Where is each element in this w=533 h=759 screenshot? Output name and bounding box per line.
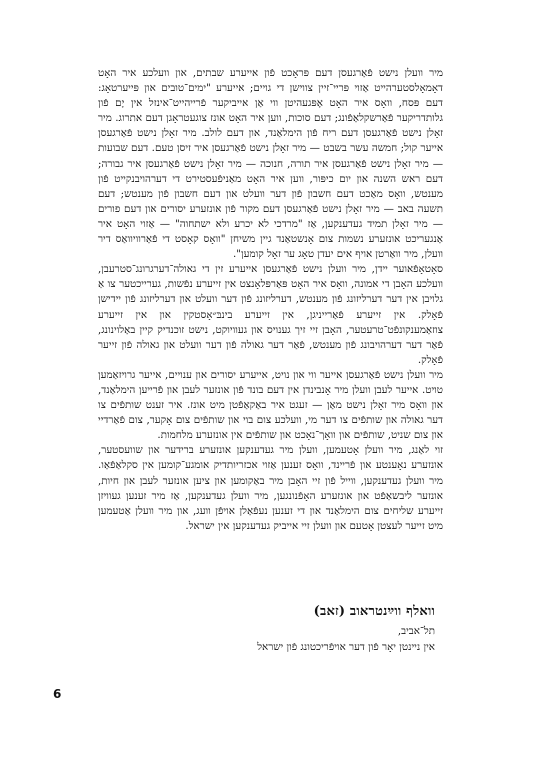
closing-place: תל־אביב, (397, 625, 435, 637)
paragraph-3: מיר וועלן נישט פֿאַרגעסן אייער ווי און נויט, אייערע יסורים און ענויים, אייער גרויזאַמען טויט. אייער לעבן וועלן מיר אָנבינדן אין דעם בונד פֿון אונזער לעבן און פֿרייען הימלאַנד, און וואָס מיר זאָלן נישט מאַן — זעגט איר באַקאַפֿטן מיט אונז. איר זענט שותפֿים צו דער גאולה און שותפֿים צו דער מי, וועלכע צום בוי און שותפֿים צום אָקער, צום פֿאַרדיי און צום שניט, שותפֿים און וואָך־נאָכט און שותפֿים אין אונזערע מלחמות. (98, 368, 443, 442)
paragraph-4: זוי לאַנג, מיר וועלן אָטעמען, וועלן מיר געדענקען אונזערע ברידער און שוועסטער, אונזערע נאָענטע און פֿריינד, וואָס זענען אַזוי אכזריותדיק אומגע־קומען אין סקלאַפֿאַו. מיר וועלן געדענקען, ווייל פֿון זיי האָבן מיר באַקומען און ציען אונזער לעבן און חיות, אונזער ליבשאַפֿט און אונזערע האָפֿנונגען, מיר וועלן געדענקען, אַז מיר זענען געוויזן זייערע שליחים צום הימלאַנד און די זענען נעפֿאַלן אויפֿן וועג, און מיר וועלן אַטעמען מיט זייער לעצטן אָטעם און וועלן זיי אייביק געדענקען אין ישראל. (98, 444, 443, 532)
closing-date: אין ניינטן יאָר פֿון דער אויפֿריכטונג פֿון ישראל (257, 640, 435, 653)
author-signature: וואלף ווײַנטראוב (זאב) (313, 604, 435, 619)
page-number: 6 (53, 687, 62, 701)
closing-block (257, 624, 435, 655)
paragraph-2: סאָטאָפֿאוער יידן, מיר וועלן נישט פֿאַרגעסן אייערע זין די גאולה־דערגרונג־סטרעבן, וועלכע האָבן די אמונה, וואָס איר האָט פּאַרפּלאָנצט אין זייערע נפֿשות, גערייכטער צו אַ גלויבן אין דער דערליזונג פֿון מענטש, דערליזונג פֿון דער וועלט און דערליזונג פֿון יידישן פֿאָלק. אין זייערע פֿאַרייניגן, אין זייערע בינבּ״אָסטקין און אין זייערע צוזאַמענקונפֿט־טרעטער, האָבן זיי זיך גענויס און געוויוקט, נישט זוכנדיק קיין באַלוינונג, פֿאַר דער דערהויבונג פֿון מענטש, פֿאַר דער גאולה פֿון דער וועלט און גאולה פֿון זייער פֿאָלק. (98, 263, 443, 366)
body-text (98, 66, 443, 534)
paragraph-1: מיר וועלן נישט פֿאַרגעסן דעם פּראָכט פֿון אייערע שבתים, און וועלכע איר האָט דאָמאָלסטערהייט אַזוי פּריי־זיין צווישן די גויים; אייערע "ימים־טובים און פּייערטאָג: דעם פּסח, וואָס איר האָט אָפּגעהיטן ווי אַן אייביקער פֿרייהייט־אינזל אין יָם פֿון גלותדריקער פֿאַרשקלאַפֿונג; דעם סוכות, ווען איר האָט אונז צוגעטראָגן דעם אתרוג. מיר זאָלן נישט פֿאַרגעסן דעם ריח פֿון הימלאַנד, און דעם לולב. מיר זאָלן נישט פֿאַרגעסן אייער קול; חמשה עשר בשבט — מיר זאָלן נישט פֿאַרגעסן איר זיסן טעם. דעם שבועות — מיר זאָלן נישט פֿאַרגעסן איר תורה, חנוכה — מיר זאָלן נישט פֿאַרגעסן איר גבורה; דעם ראש השנה און יום כיפּור, ווען איר האָט מאַניפֿעסטירט די דערהויבנקייט פֿון מענטש, וואָס מאַכט דעם חשבון פֿון דער וועלט און דעם חשבון פֿון מענטש; דעם תשעה באב — מיר זאָלן נישט פֿאַרגעסן דעם מקור פֿון אונזערע יסורים און דעם פורים — מיר זאָלן תמיד געדענקען, אַז "מרדכי לא יכרע ולא ישתחוה" — אַזוי האָט איר אַנגעריכט אונזערע נשמות צום אָנשטאַנד גיין משיחן "וואָס קאָסט די פֿאַרוויוואַס דיר וועלן, מיר וואַרטן אויף אים יעדן טאָג ער זאָל קומען". (98, 67, 443, 261)
